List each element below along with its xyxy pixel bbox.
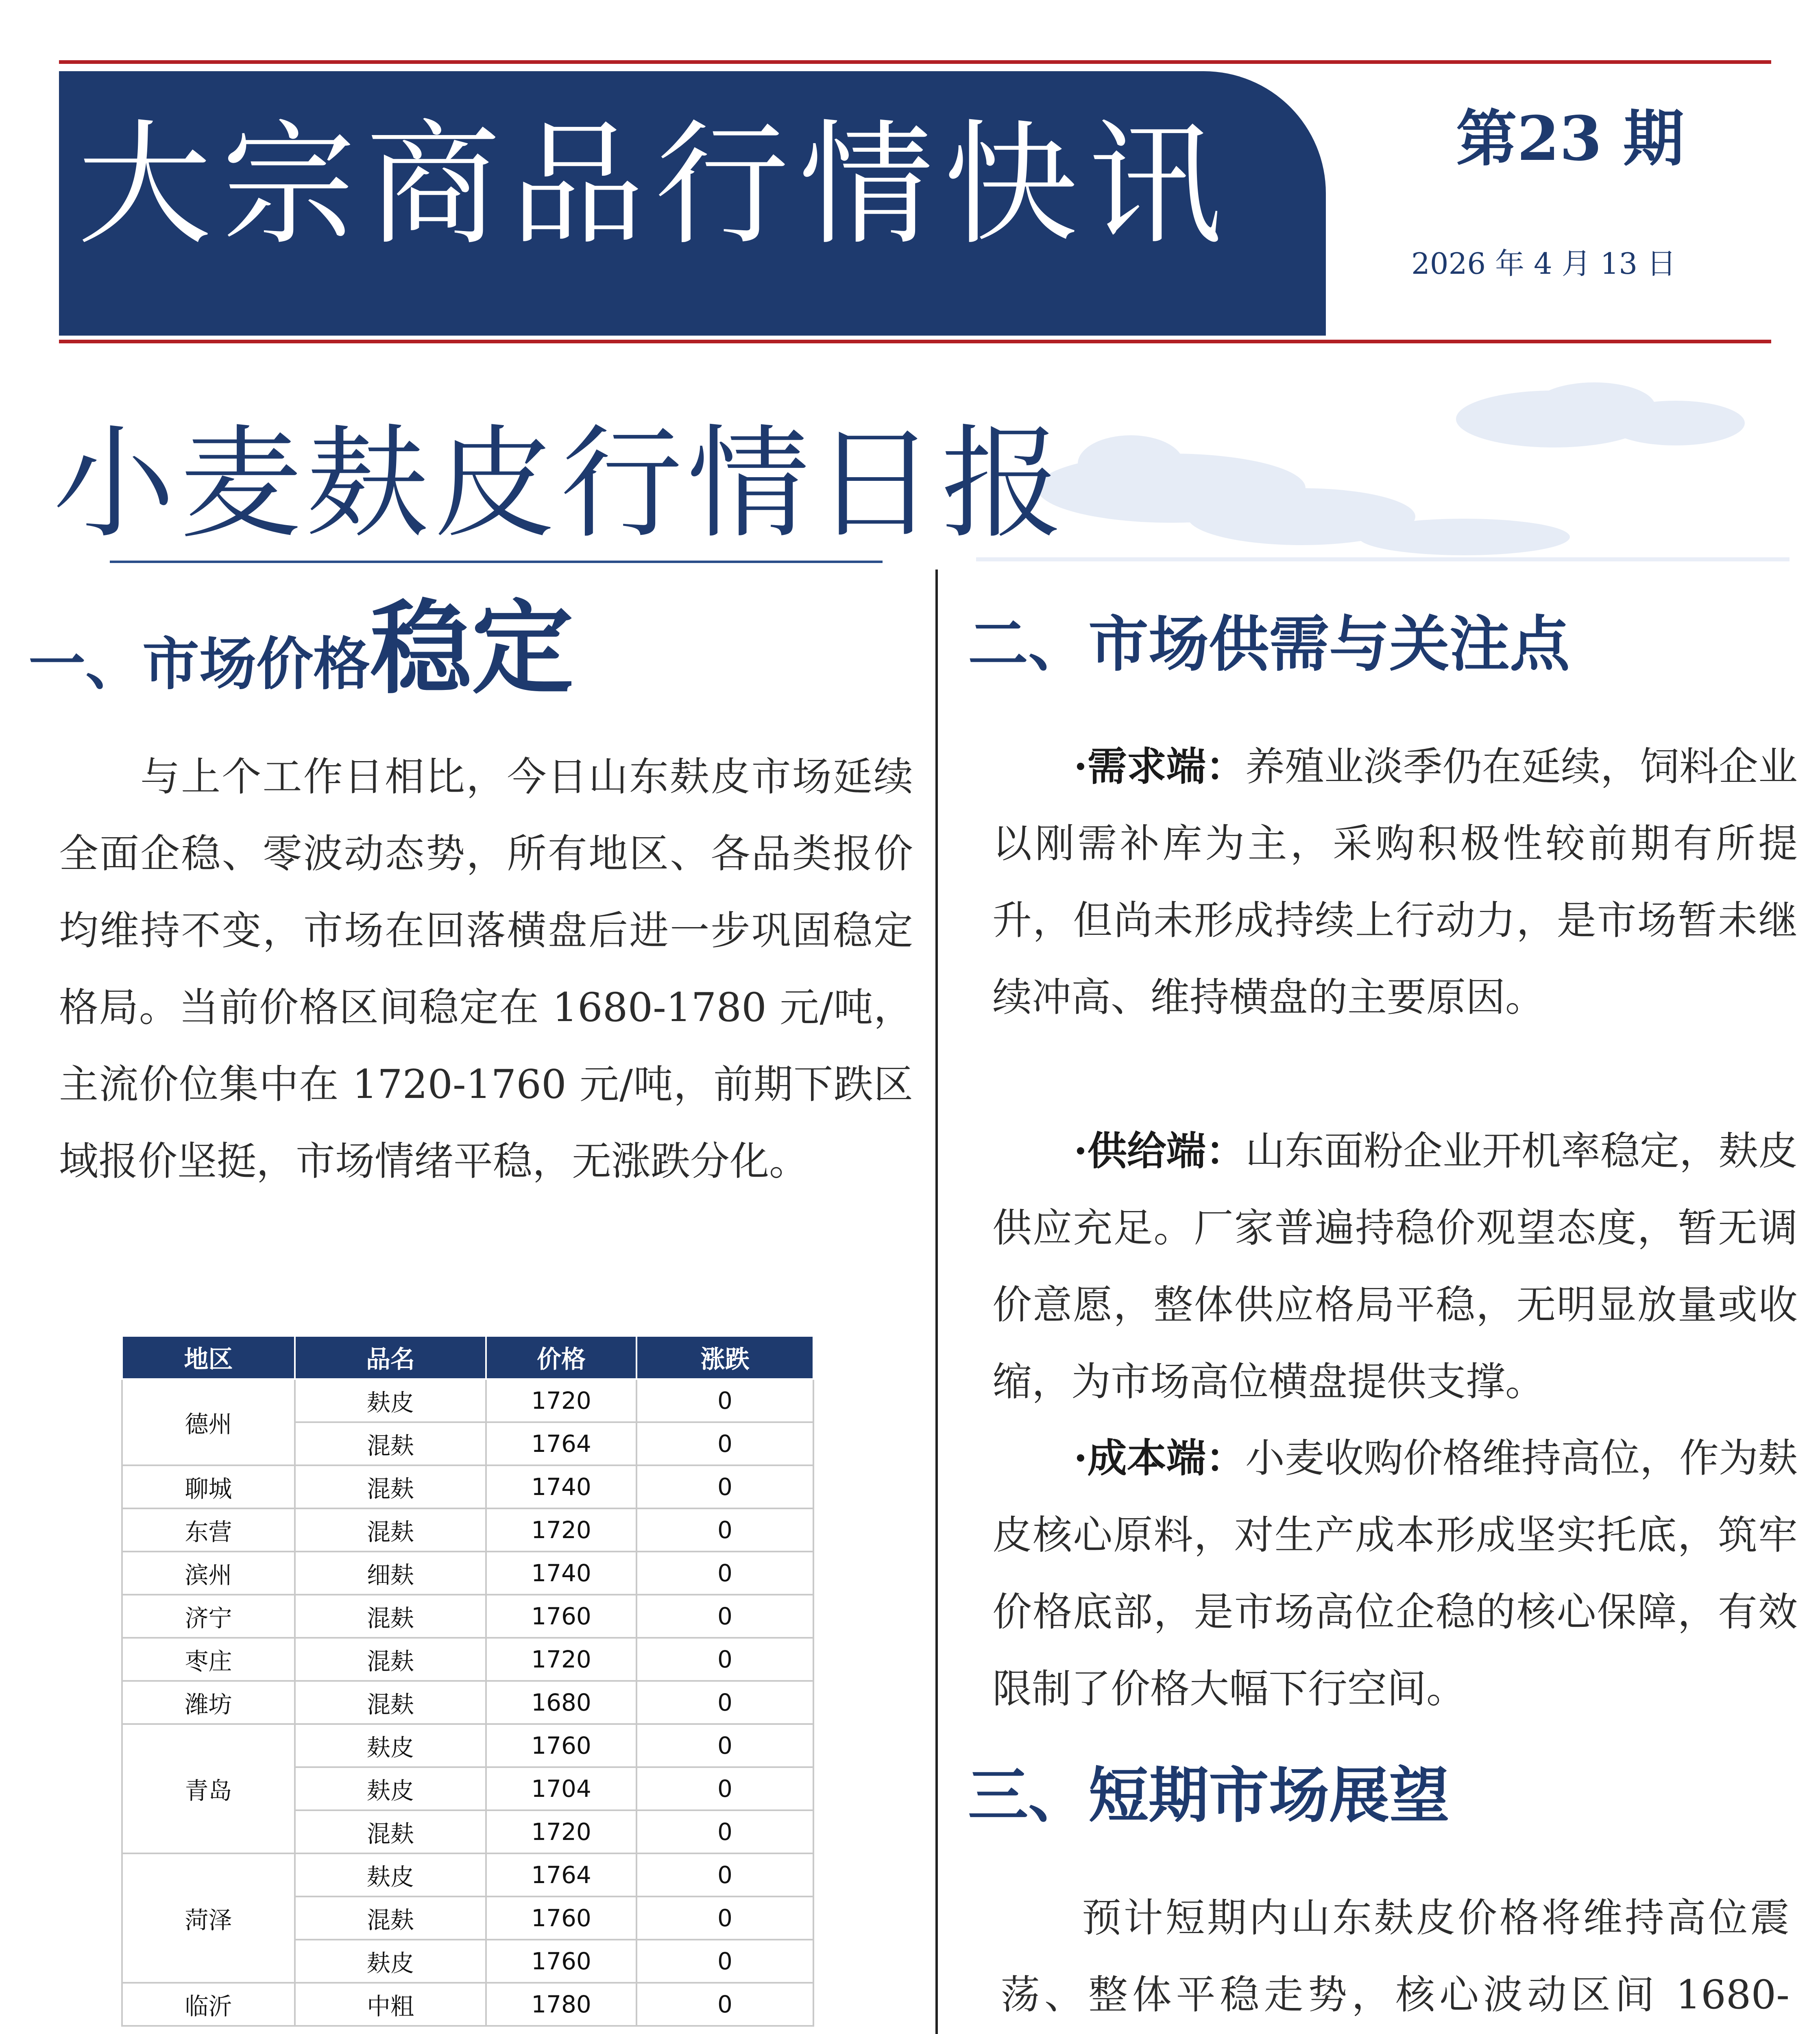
cloud-decoration-icon — [976, 382, 1789, 586]
change-cell: 0 — [636, 1940, 813, 1983]
region-cell: 聊城 — [122, 1465, 295, 1508]
demand-lead: ·需求端： — [1074, 743, 1245, 790]
supply-paragraph — [992, 1113, 1798, 1420]
price-cell: 1760 — [486, 1595, 636, 1638]
table-row — [122, 1724, 813, 1767]
change-cell: 0 — [636, 1810, 813, 1853]
price-cell: 1740 — [486, 1552, 636, 1595]
price-cell: 1720 — [486, 1508, 636, 1552]
cost-paragraph — [992, 1420, 1798, 1727]
table-row — [122, 1983, 813, 2026]
product-cell: 混麸 — [295, 1465, 486, 1508]
table-row — [122, 1552, 813, 1595]
section3-heading: 三、短期市场展望 — [968, 1761, 1449, 1831]
price-cell: 1680 — [486, 1681, 636, 1724]
change-cell: 0 — [636, 1681, 813, 1724]
title-underline — [110, 561, 883, 563]
price-cell: 1780 — [486, 1983, 636, 2026]
demand-text: 养殖业淡季仍在延续，饲料企业以刚需补库为主，采购积极性较前期有所提升，但尚未形成持续上行动力，是市场暂未继续冲高、维持横盘的主要原因。 — [992, 744, 1798, 1020]
demand-paragraph — [992, 728, 1798, 1036]
price-cell: 1760 — [486, 1897, 636, 1940]
cost-lead: ·成本端： — [1074, 1435, 1245, 1481]
price-cell: 1760 — [486, 1724, 636, 1767]
issue-date: 2026 年 4 月 13 日 — [1411, 247, 1676, 281]
change-cell: 0 — [636, 1767, 813, 1810]
table-row — [122, 1508, 813, 1552]
page-title: 小麦麸皮行情日报 — [53, 413, 1068, 555]
table-row — [122, 1595, 813, 1638]
header-top-rule — [59, 60, 1771, 64]
product-cell: 混麸 — [295, 1422, 486, 1465]
change-cell: 0 — [636, 1552, 813, 1595]
supply-lead: ·供给端： — [1074, 1128, 1245, 1174]
table-header-row — [122, 1336, 813, 1379]
region-cell: 德州 — [122, 1379, 295, 1465]
table-row — [122, 1465, 813, 1508]
cost-text: 小麦收购价格维持高位，作为麸皮核心原料，对生产成本形成坚实托底，筑牢价格底部，是市场高位企稳的核心保障，有效限制了价格大幅下行空间。 — [992, 1435, 1798, 1712]
price-cell: 1704 — [486, 1767, 636, 1810]
change-cell: 0 — [636, 1724, 813, 1767]
column-divider — [935, 570, 938, 2034]
region-cell: 临沂 — [122, 1983, 295, 2026]
region-cell: 济宁 — [122, 1595, 295, 1638]
product-cell: 混麸 — [295, 1897, 486, 1940]
issue-number: 第23 期 — [1456, 103, 1684, 175]
header-bottom-rule — [59, 340, 1771, 343]
price-cell: 1720 — [486, 1810, 636, 1853]
price-cell: 1740 — [486, 1465, 636, 1508]
change-cell: 0 — [636, 1465, 813, 1508]
change-cell: 0 — [636, 1983, 813, 2026]
region-cell: 菏泽 — [122, 1853, 295, 1983]
product-cell: 麸皮 — [295, 1379, 486, 1422]
change-cell: 0 — [636, 1853, 813, 1897]
product-cell: 细麸 — [295, 1552, 486, 1595]
change-cell: 0 — [636, 1897, 813, 1940]
table-row — [122, 1853, 813, 1897]
region-cell: 枣庄 — [122, 1638, 295, 1681]
table-row — [122, 1638, 813, 1681]
product-cell: 麸皮 — [295, 1940, 486, 1983]
price-cell: 1720 — [486, 1379, 636, 1422]
section1-paragraph: 与上个工作日相比，今日山东麸皮市场延续全面企稳、零波动态势，所有地区、各品类报价均维持不变，市场在回落横盘后进一步巩固稳定格局。当前价格区间稳定在 1680-1780 元/吨，主流价位集中在 1720-1760 元/吨，前期下跌区域报价坚挺，市场情绪平稳，无涨跌分化。 — [59, 754, 913, 1184]
price-cell: 1764 — [486, 1853, 636, 1897]
header-change: 涨跌 — [636, 1336, 813, 1379]
region-cell: 潍坊 — [122, 1681, 295, 1724]
change-cell: 0 — [636, 1595, 813, 1638]
banner-title: 大宗商品行情快讯 — [77, 107, 1232, 263]
product-cell: 混麸 — [295, 1508, 486, 1552]
price-cell: 1764 — [486, 1422, 636, 1465]
price-cell: 1720 — [486, 1638, 636, 1681]
product-cell: 麸皮 — [295, 1724, 486, 1767]
product-cell: 中粗 — [295, 1983, 486, 2026]
region-cell: 青岛 — [122, 1724, 295, 1853]
table-row — [122, 1379, 813, 1422]
table-body — [122, 1379, 813, 2026]
change-cell: 0 — [636, 1379, 813, 1422]
price-cell: 1760 — [486, 1940, 636, 1983]
header-product: 品名 — [295, 1336, 486, 1379]
change-cell: 0 — [636, 1508, 813, 1552]
header-price: 价格 — [486, 1336, 636, 1379]
product-cell: 混麸 — [295, 1810, 486, 1853]
change-cell: 0 — [636, 1422, 813, 1465]
change-cell: 0 — [636, 1638, 813, 1681]
section2-heading: 二、市场供需与关注点 — [968, 609, 1570, 679]
product-cell: 混麸 — [295, 1595, 486, 1638]
region-cell: 滨州 — [122, 1552, 295, 1595]
supply-text: 山东面粉企业开机率稳定，麸皮供应充足。厂家普遍持稳价观望态度，暂无调价意愿，整体供应格局平稳，无明显放量或收缩，为市场高位横盘提供支撑。 — [992, 1128, 1798, 1405]
header-region: 地区 — [122, 1336, 295, 1379]
product-cell: 混麸 — [295, 1681, 486, 1724]
region-cell: 东营 — [122, 1508, 295, 1552]
table-row — [122, 1681, 813, 1724]
product-cell: 混麸 — [295, 1638, 486, 1681]
product-cell: 麸皮 — [295, 1767, 486, 1810]
section1-heading-prefix: 一、市场价格 — [28, 631, 371, 698]
section1-heading — [28, 589, 574, 708]
price-table — [121, 1335, 814, 2027]
section3-paragraph: 预计短期内山东麸皮价格将维持高位震荡、整体平稳走势，核心波动区间 1680- — [1000, 1895, 1789, 2018]
section1-heading-emphasis: 稳定 — [370, 589, 574, 708]
product-cell: 麸皮 — [295, 1853, 486, 1897]
